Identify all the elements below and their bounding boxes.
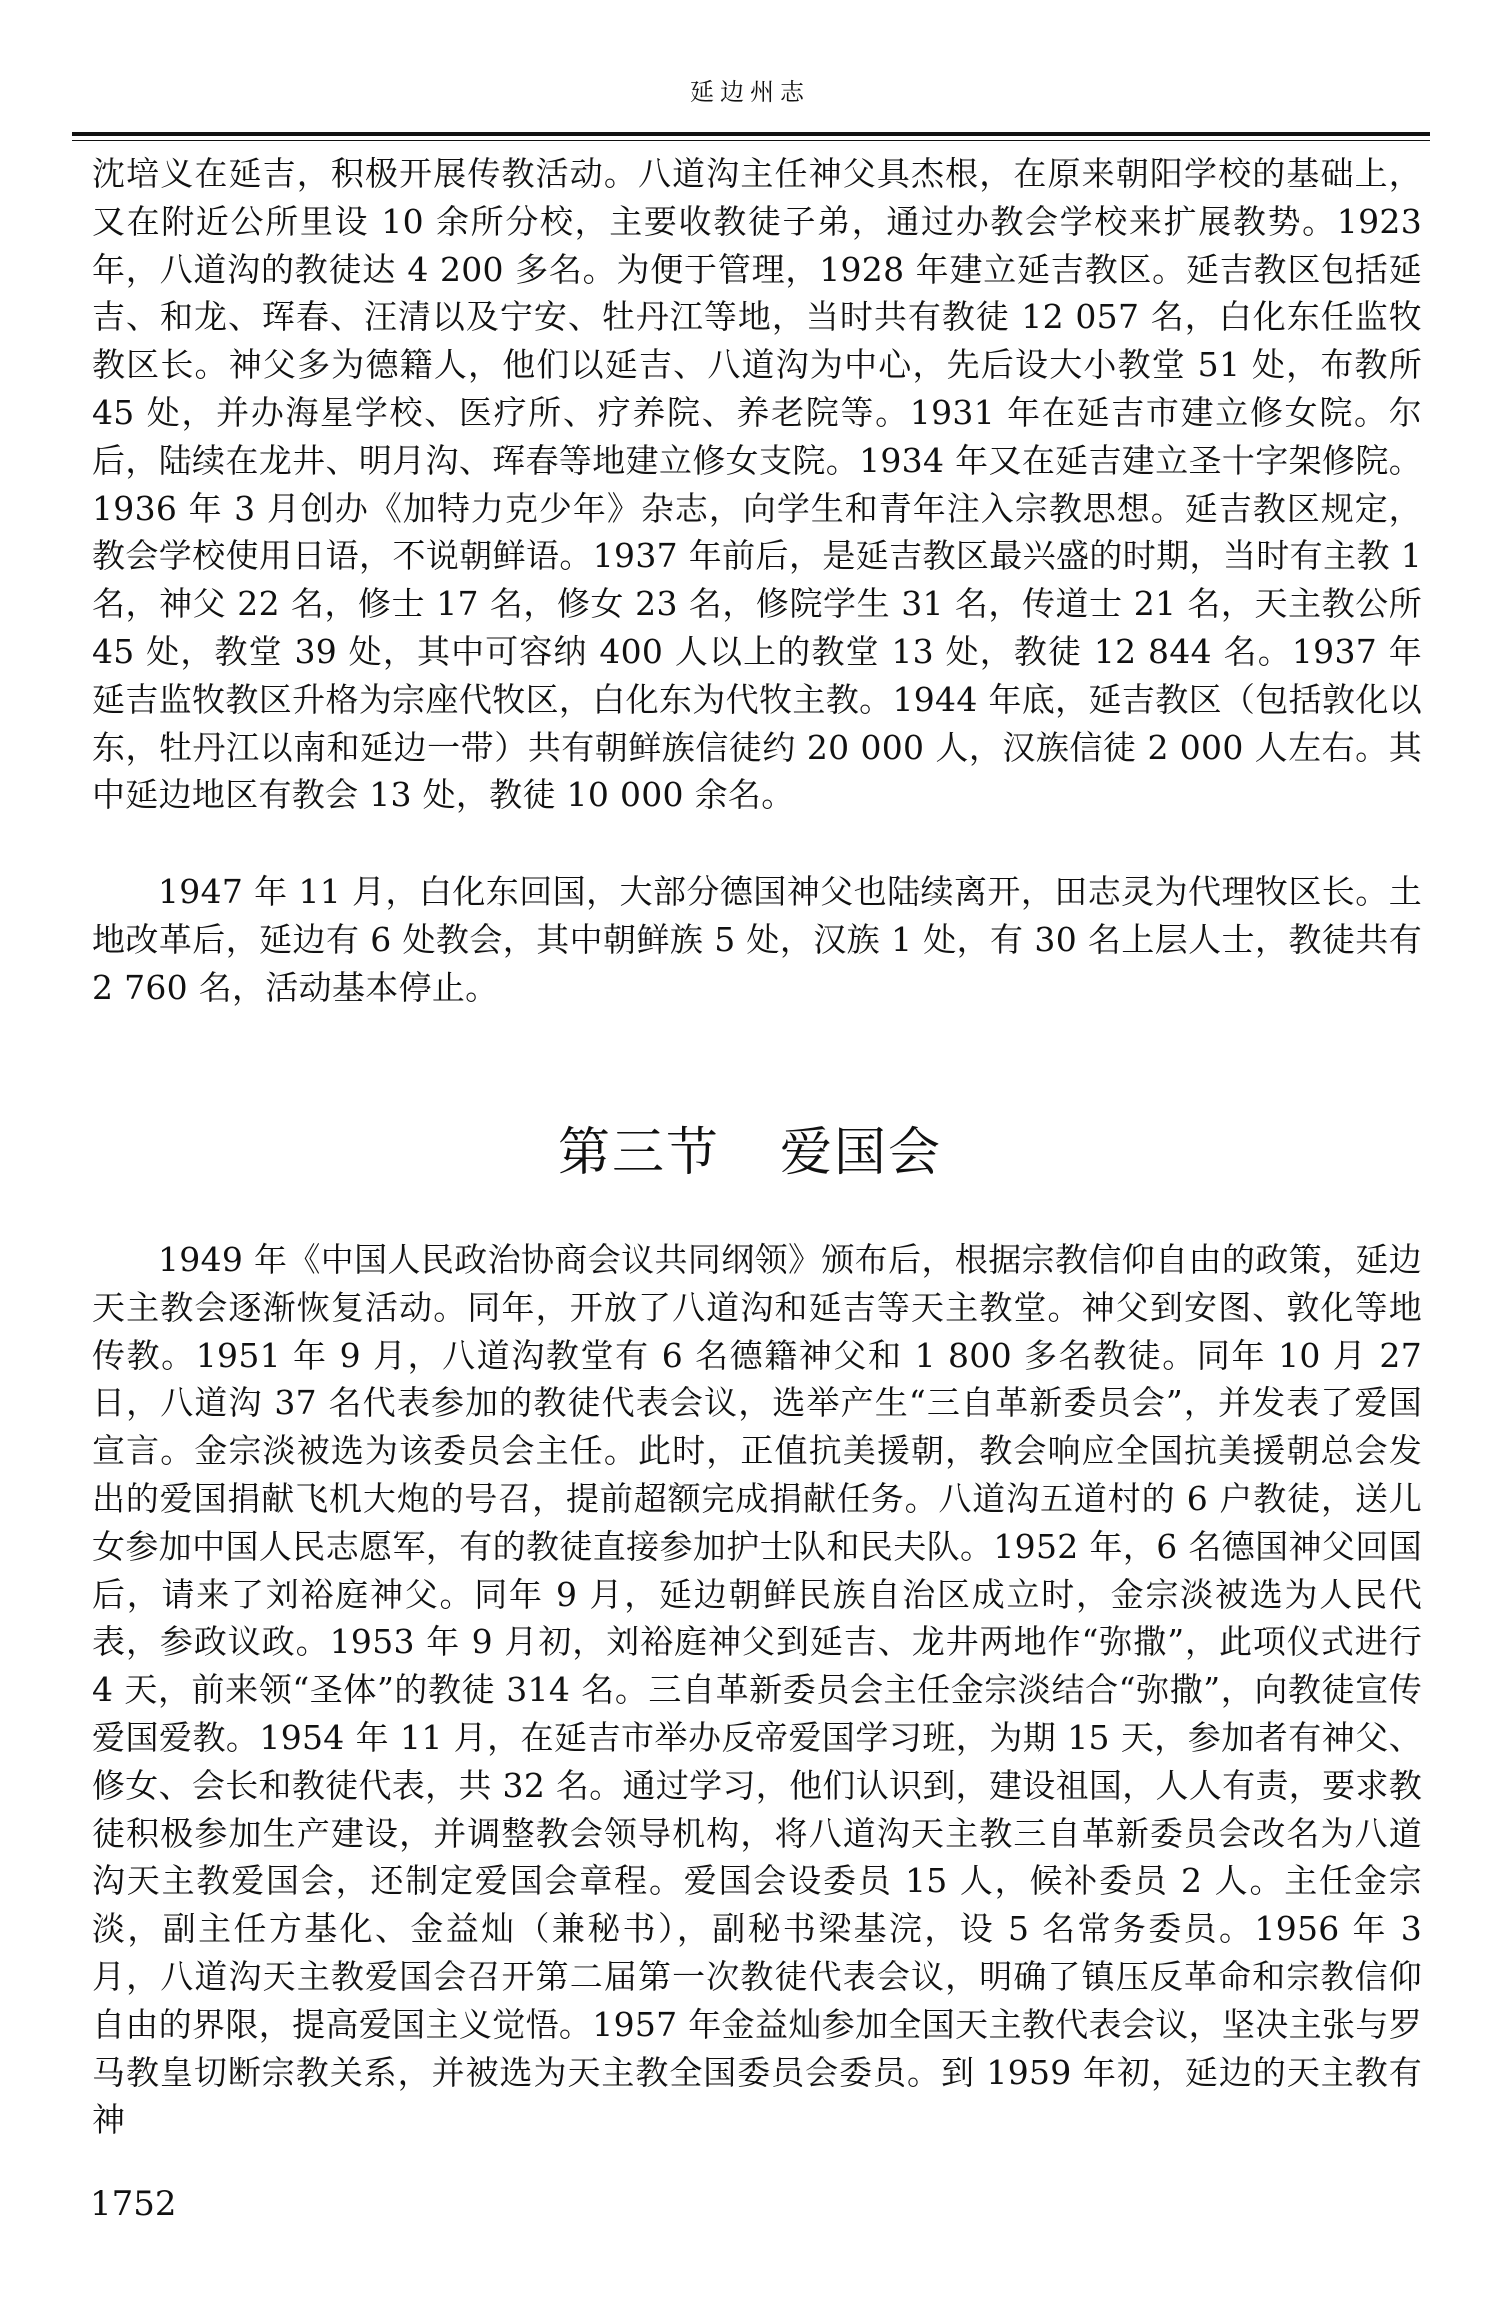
body-paragraph-3: 1949 年《中国人民政治协商会议共同纲领》颁布后，根据宗教信仰自由的政策，延边天主教会逐渐恢复活动。同年，开放了八道沟和延吉等天主教堂。神父到安图、敦化等地传教。1951 年 9 月，八道沟教堂有 6 名德籍神父和 1 800 多名教徒。同年 10 月 27 日，八道沟 37 名代表参加的教徒代表会议，选举产生“三自革新委员会”，并发表了爱国宣言。金宗淡被选为该委员会主任。此时，正值抗美援朝，教会响应全国抗美援朝总会发出的爱国捐献飞机大炮的号召，提前超额完成捐献任务。八道沟五道村的 6 户教徒，送儿女参加中国人民志愿军，有的教徒直接参加护士队和民夫队。1952 年，6 名德国神父回国后，请来了刘裕庭神父。同年 9 月，延边朝鲜民族自治区成立时，金宗淡被选为人民代表，参政议政。1953 年 9 月初，刘裕庭神父到延吉、龙井两地作“弥撒”，此项仪式进行 4 天，前来领“圣体”的教徒 314 名。三自革新委员会主任金宗淡结合“弥撒”，向教徒宣传爱国爱教。1954 年 11 月，在延吉市举办反帝爱国学习班，为期 15 天，参加者有神父、修女、会长和教徒代表，共 32 名。通过学习，他们认识到，建设祖国，人人有责，要求教徒积极参加生产建设，并调整教会领导机构，将八道沟天主教三自革新委员会改名为八道沟天主教爱国会，还制定爱国会章程。爱国会设委员 15 人，候补委员 2 人。主任金宗淡，副主任方基化、金益灿（兼秘书），副秘书梁基浣，设 5 名常务委员。1956 年 3 月，八道沟天主教爱国会召开第二届第一次教徒代表会议，明确了镇压反革命和宗教信仰自由的界限，提高爱国主义觉悟。1957 年金益灿参加全国天主教代表会议，坚决主张与罗马教皇切断宗教关系，并被选为天主教全国委员会委员。到 1959 年初，延边的天主教有神 xyxy=(92,1240,1422,2140)
body-paragraph-1: 沈培义在延吉，积极开展传教活动。八道沟主任神父具杰根，在原来朝阳学校的基础上，又在附近公所里设 10 余所分校，主要收教徒子弟，通过办教会学校来扩展教势。1923 年，八道沟的教徒达 4 200 多名。为便于管理，1928 年建立延吉教区。延吉教区包括延吉、和龙、珲春、汪清以及宁安、牡丹江等地，当时共有教徒 12 057 名，白化东任监牧教区长。神父多为德籍人，他们以延吉、八道沟为中心，先后设大小教堂 51 处，布教所 45 处，并办海星学校、医疗所、疗养院、养老院等。1931 年在延吉市建立修女院。尔后，陆续在龙井、明月沟、珲春等地建立修女支院。1934 年又在延吉建立圣十字架修院。1936 年 3 月创办《加特力克少年》杂志，向学生和青年注入宗教思想。延吉教区规定，教会学校使用日语，不说朝鲜语。1937 年前后，是延吉教区最兴盛的时期，当时有主教 1 名，神父 22 名，修士 17 名，修女 23 名，修院学生 31 名，传道士 21 名，天主教公所 45 处，教堂 39 处，其中可容纳 400 人以上的教堂 13 处，教徒 12 844 名。1937 年延吉监牧教区升格为宗座代牧区，白化东为代牧主教。1944 年底，延吉教区（包括敦化以东，牡丹江以南和延边一带）共有朝鲜族信徒约 20 000 人，汉族信徒 2 000 人左右。其中延边地区有教会 13 处，教徒 10 000 余名。 xyxy=(92,154,1422,815)
header-rule-thin xyxy=(72,140,1430,141)
page-number: 1752 xyxy=(90,2184,177,2224)
header-rule-thick xyxy=(72,132,1430,136)
section-number: 第三节 xyxy=(557,1123,720,1183)
running-header-title: 延边州志 xyxy=(690,78,810,106)
section-title: 爱国会 xyxy=(780,1123,943,1183)
section-heading xyxy=(0,1110,1500,1185)
body-paragraph-2: 1947 年 11 月，白化东回国，大部分德国神父也陆续离开，田志灵为代理牧区长。土地改革后，延边有 6 处教会，其中朝鲜族 5 处，汉族 1 处，有 30 名上层人士，教徒共有 2 760 名，活动基本停止。 xyxy=(92,872,1422,1007)
